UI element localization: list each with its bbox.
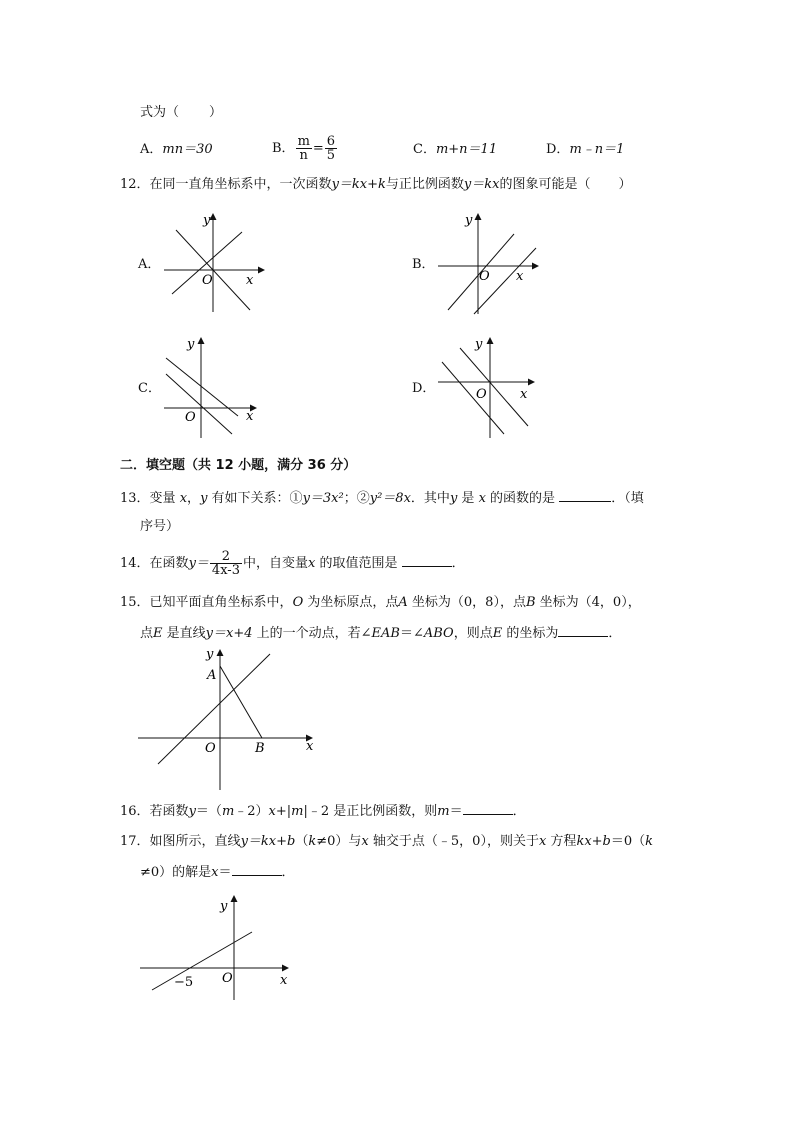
label-a: A	[207, 668, 217, 683]
q15-figure	[134, 644, 320, 794]
axis-x-label: x	[520, 387, 528, 402]
q11-option-a: A．mn＝30	[140, 142, 213, 157]
y-arrow	[210, 213, 217, 220]
q15-stem-line1: 15．已知平面直角坐标系中，O 为坐标原点，点A 坐标为（0，8），点B 坐标为（4，0），	[120, 595, 641, 610]
q12-option-d-label: D．	[412, 381, 436, 396]
q13-answer-blank	[559, 489, 611, 502]
q17-answer-blank	[232, 863, 282, 876]
axis-x-label: x	[246, 409, 254, 424]
origin-label: O	[479, 269, 490, 284]
q13-stem-line2: 序号）	[140, 519, 180, 534]
q15-answer-blank	[558, 624, 608, 637]
q11-option-d: D．m﹣n＝1	[546, 142, 625, 157]
label-x: x	[280, 973, 288, 988]
label-y: y	[220, 899, 228, 914]
q12-graph-d	[432, 334, 542, 444]
q12-option-c-label: C．	[138, 381, 161, 396]
q17-figure	[136, 892, 296, 1004]
y-arrow	[198, 337, 205, 344]
axis-y-label: y	[203, 213, 211, 228]
line-y-eq-kx-plus-b	[152, 932, 252, 990]
q16-stem: 16．若函数y＝（m﹣2）x+|m|﹣2 是正比例函数，则m＝ ．	[120, 804, 526, 819]
axis-x-label: x	[246, 273, 254, 288]
origin-label: O	[476, 387, 487, 402]
label-b: B	[255, 741, 265, 756]
x-arrow	[528, 379, 535, 386]
q12-graph-c	[158, 334, 268, 444]
q11-stem-continuation: 式为（ ）	[140, 105, 223, 120]
q15-stem-line2: 点E 是直线y＝x+4 上的一个动点，若∠EAB＝∠ABO，则点E 的坐标为 ．	[140, 626, 622, 641]
q16-answer-blank	[463, 802, 513, 815]
q13-stem-line1: 13．变量 x，y 有如下关系：①y＝3x²；②y²＝8x．其中y 是 x 的函数的是 ．（填	[120, 491, 644, 506]
section-2-title: 二．填空题（共 12 小题，满分 36 分）	[120, 458, 357, 473]
axis-x-label: x	[516, 269, 524, 284]
q12-graph-a	[158, 210, 268, 320]
axis-y-label: y	[465, 213, 473, 228]
line-2	[166, 374, 232, 434]
q11-option-b: B． $\frac{m}{n}$ = $\frac{6}{5}$	[272, 134, 336, 163]
label-o: O	[205, 741, 216, 756]
q12-option-a-label: A．	[138, 257, 161, 272]
label-y: y	[206, 647, 214, 662]
q12-stem: 12．在同一直角坐标系中，一次函数y＝kx+k与正比例函数y＝kx的图象可能是（ ）	[120, 177, 632, 192]
q17-stem-line2: ≠0）的解是x＝ ．	[140, 865, 295, 880]
line-1	[442, 362, 504, 434]
origin-label: O	[185, 410, 196, 425]
y-arrow	[487, 337, 494, 344]
axis-y-label: y	[187, 337, 195, 352]
label-o: O	[222, 971, 233, 986]
x-arrow	[282, 965, 289, 972]
y-arrow	[217, 649, 224, 656]
x-arrow	[532, 263, 539, 270]
fraction-m-n: $\frac{m}{n}$	[297, 134, 310, 163]
origin-label: O	[202, 273, 213, 288]
y-arrow	[231, 895, 238, 902]
q11-option-c: C．m+n＝11	[413, 142, 498, 157]
q12-option-b-label: B．	[412, 257, 435, 272]
q14-stem: 14．在函数y＝ $\frac{2}{4x-3}$ 中，自变量x 的取值范围是 ．	[120, 549, 465, 578]
segment-ab	[220, 666, 262, 738]
fraction-6-5: $\frac{6}{5}$	[326, 134, 336, 163]
q14-fraction: $\frac{2}{4x-3}$	[211, 549, 240, 578]
line-2	[460, 348, 528, 426]
label-x: x	[306, 739, 314, 754]
q12-graph-b	[432, 210, 542, 320]
label-minus-5: −5	[174, 975, 194, 990]
q14-answer-blank	[402, 554, 452, 567]
q17-stem-line1: 17．如图所示，直线y＝kx+b（k≠0）与x 轴交于点（﹣5，0），则关于x 方程kx+b＝0（k	[120, 834, 654, 849]
axis-y-label: y	[475, 337, 483, 352]
x-arrow	[258, 267, 265, 274]
y-arrow	[475, 213, 482, 220]
